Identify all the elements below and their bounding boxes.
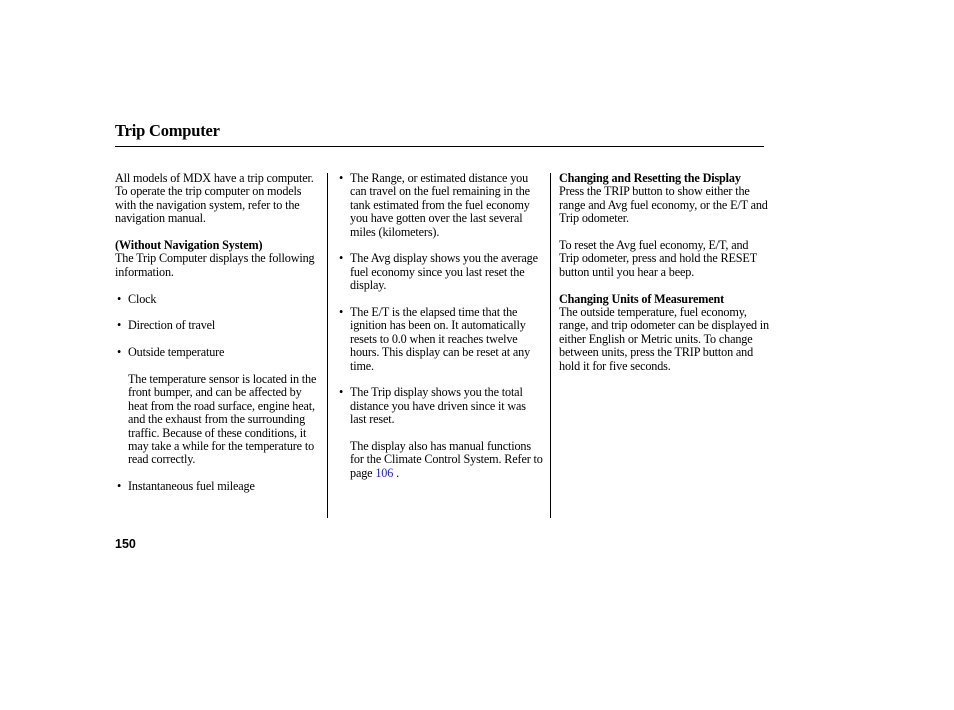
bullet-text: The Trip display shows you the total distance you have driven since it was last reset. xyxy=(350,385,526,427)
bullet-dot-icon: • xyxy=(339,251,344,266)
bullet-text: Instantaneous fuel mileage xyxy=(128,479,255,494)
bullet-dot-icon: • xyxy=(339,385,344,400)
bullet-trip xyxy=(337,386,543,426)
climate-note-suffix: . xyxy=(396,465,399,480)
trip-button-paragraph: Press the TRIP button to show either the range and Avg fuel economy, or the E/T and Trip odometer. xyxy=(559,184,768,226)
temperature-note: The temperature sensor is located in the front bumper, and can be affected by heat from the road surface, engine heat, and the exhaust from the surrounding traffic. Because of these conditions, it may take a while for the temperature to read correctly. xyxy=(128,372,317,467)
bullet-dot-icon: • xyxy=(339,171,344,185)
reset-paragraph: To reset the Avg fuel economy, E/T, and Trip odometer, press and hold the RESET button until you hear a beep. xyxy=(559,238,757,279)
bullet-avg xyxy=(337,252,543,292)
bullet-dot-icon: • xyxy=(117,345,122,360)
changing-units-heading: Changing Units of Measurement xyxy=(559,291,725,306)
bullet-text: The Range, or estimated distance you can travel on the fuel remaining in the tank estimated from the fuel economy you have gotten over the last several miles (kilometers). xyxy=(350,171,530,239)
bullet-fuel-mileage xyxy=(115,480,320,493)
bullet-text: Clock xyxy=(128,291,157,306)
units-paragraph: The outside temperature, fuel economy, range, and trip odometer can be displayed in either English or Metric units. To change between units, press the TRIP button and hold it for five seconds. xyxy=(559,305,769,373)
bullet-dot-icon: • xyxy=(339,305,344,320)
page-number: 150 xyxy=(115,537,136,551)
bullet-text: The Avg display shows you the average fuel economy since you last reset the display. xyxy=(350,251,538,293)
page-reference-link[interactable]: 106 xyxy=(375,465,394,480)
bullet-dot-icon: • xyxy=(117,479,122,494)
bullet-elapsed-time xyxy=(337,306,543,373)
climate-note-text: The display also has manual functions for the Climate Control System. Refer to page xyxy=(350,439,543,480)
title-divider xyxy=(115,146,764,147)
bullet-text: Direction of travel xyxy=(128,318,216,333)
without-nav-heading: (Without Navigation System) xyxy=(115,238,263,253)
bullet-dot-icon: • xyxy=(117,291,122,306)
bullet-range xyxy=(337,172,543,239)
bullet-direction xyxy=(115,319,320,332)
intro-paragraph: All models of MDX have a trip computer. To operate the trip computer on models with the navigation system, refer to the navigation manual. xyxy=(115,171,314,226)
climate-control-note xyxy=(337,440,543,480)
bullet-text: The E/T is the elapsed time that the ignition has been on. It automatically resets to 0.0 when it reaches twelve hours. This display can be reset at any time. xyxy=(350,305,531,373)
page-title: Trip Computer xyxy=(115,121,220,140)
column-2 xyxy=(337,172,543,494)
bullet-outside-temp xyxy=(115,346,320,359)
bullet-dot-icon: • xyxy=(117,318,122,333)
column-divider-1 xyxy=(327,173,328,518)
bullet-text: Outside temperature xyxy=(128,345,225,360)
column-1 xyxy=(115,172,320,507)
trip-computer-description: The Trip Computer displays the following information. xyxy=(115,251,315,279)
column-3 xyxy=(559,172,769,386)
bullet-clock xyxy=(115,293,320,306)
changing-resetting-heading: Changing and Resetting the Display xyxy=(559,171,741,185)
column-divider-2 xyxy=(550,173,551,518)
